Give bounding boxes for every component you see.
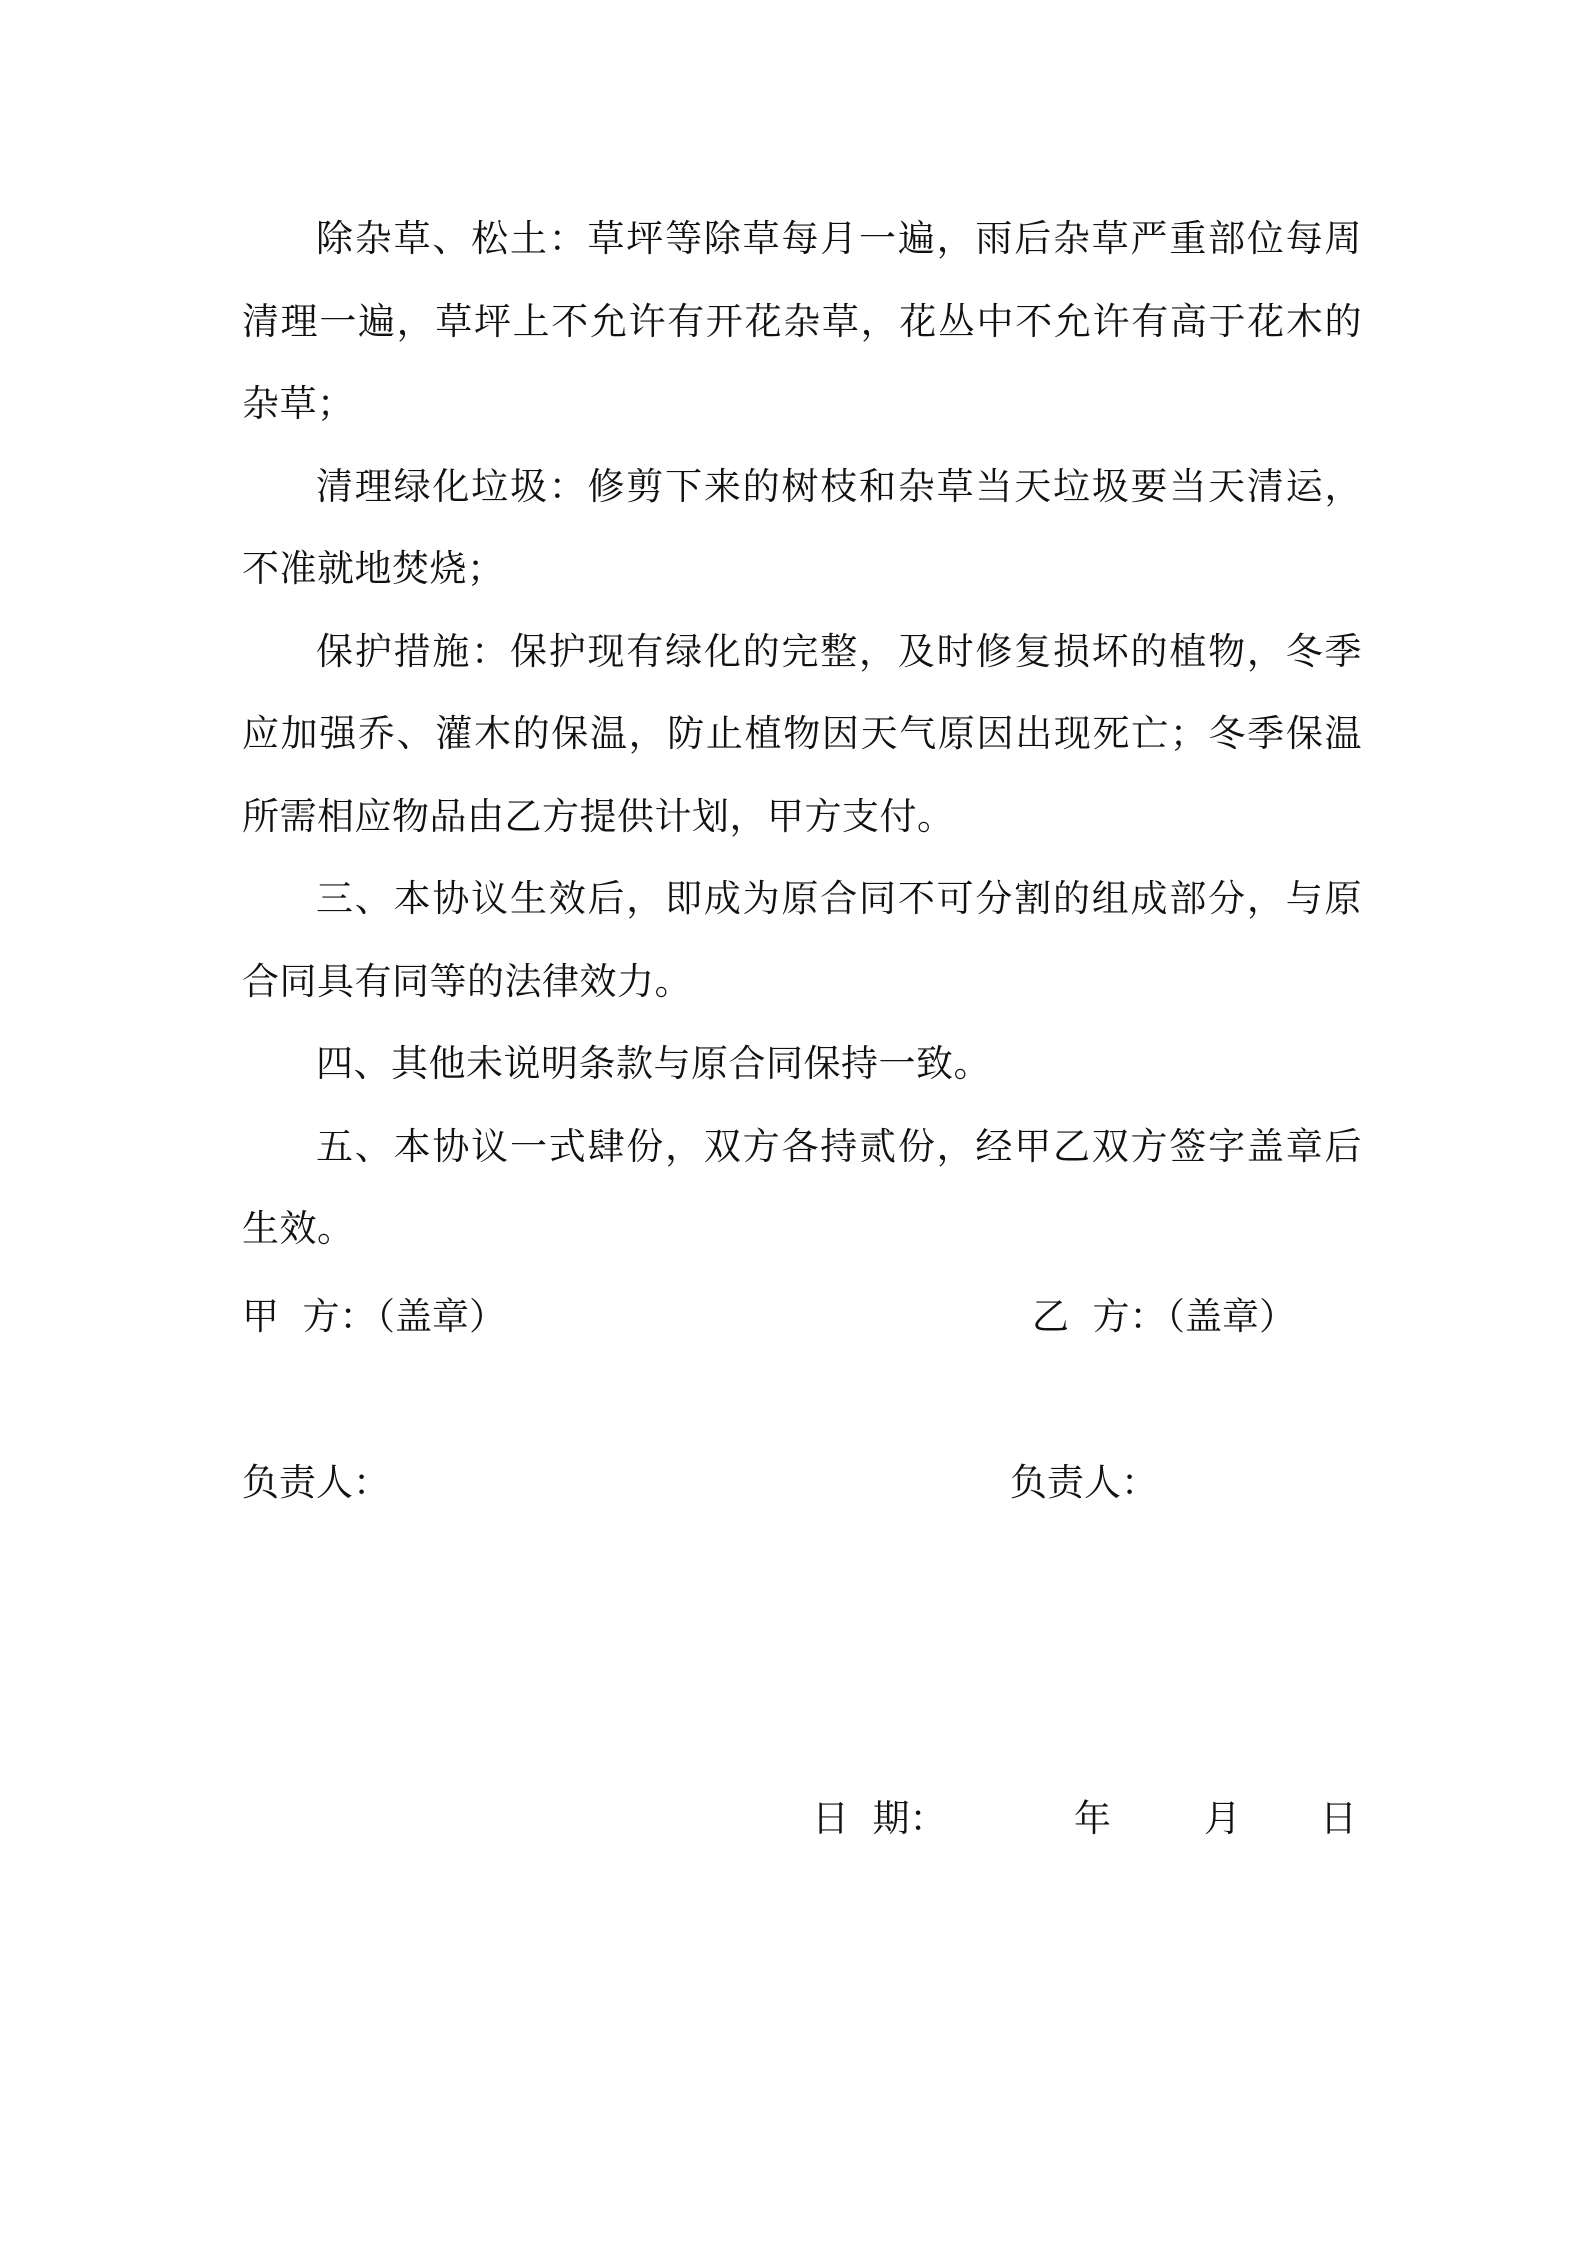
date-line: [812, 1795, 1360, 1843]
date-month-label: 月: [1204, 1797, 1241, 1840]
clause-three: 三、本协议生效后，即成为原合同不可分割的组成部分，与原合同具有同等的法律效力。: [242, 877, 1362, 1003]
clause-protection: 保护措施：保护现有绿化的完整，及时修复损坏的植物，冬季应加强乔、灌木的保温，防止植物因天气原因出现死亡；冬季保温所需相应物品由乙方提供计划，甲方支付。: [242, 629, 1362, 838]
party-a-seal-label: 甲 方：（盖章）: [242, 1295, 507, 1338]
clause-green-waste: 清理绿化垃圾：修剪下来的树枝和杂草当天垃圾要当天清运，不准就地焚烧；: [242, 464, 1362, 590]
clause-five: 五、本协议一式肆份，双方各持贰份，经甲乙双方签字盖章后生效。: [242, 1124, 1362, 1250]
party-b-person-label: 负责人：: [1010, 1461, 1158, 1504]
date-day-label: 日: [1320, 1797, 1357, 1840]
party-a-person-label: 负责人：: [242, 1461, 390, 1504]
date-label: 日 期：: [812, 1797, 947, 1840]
agreement-body: [242, 198, 1362, 1271]
clause-weeding: 除杂草、松土：草坪等除草每月一遍，雨后杂草严重部位每周清理一遍，草坪上不允许有开花杂草，花丛中不允许有高于花木的杂草；: [242, 217, 1362, 425]
date-year-label: 年: [1074, 1797, 1111, 1840]
clause-four: 四、其他未说明条款与原合同保持一致。: [316, 1042, 991, 1085]
party-b-seal-label: 乙 方：（盖章）: [1032, 1295, 1297, 1338]
